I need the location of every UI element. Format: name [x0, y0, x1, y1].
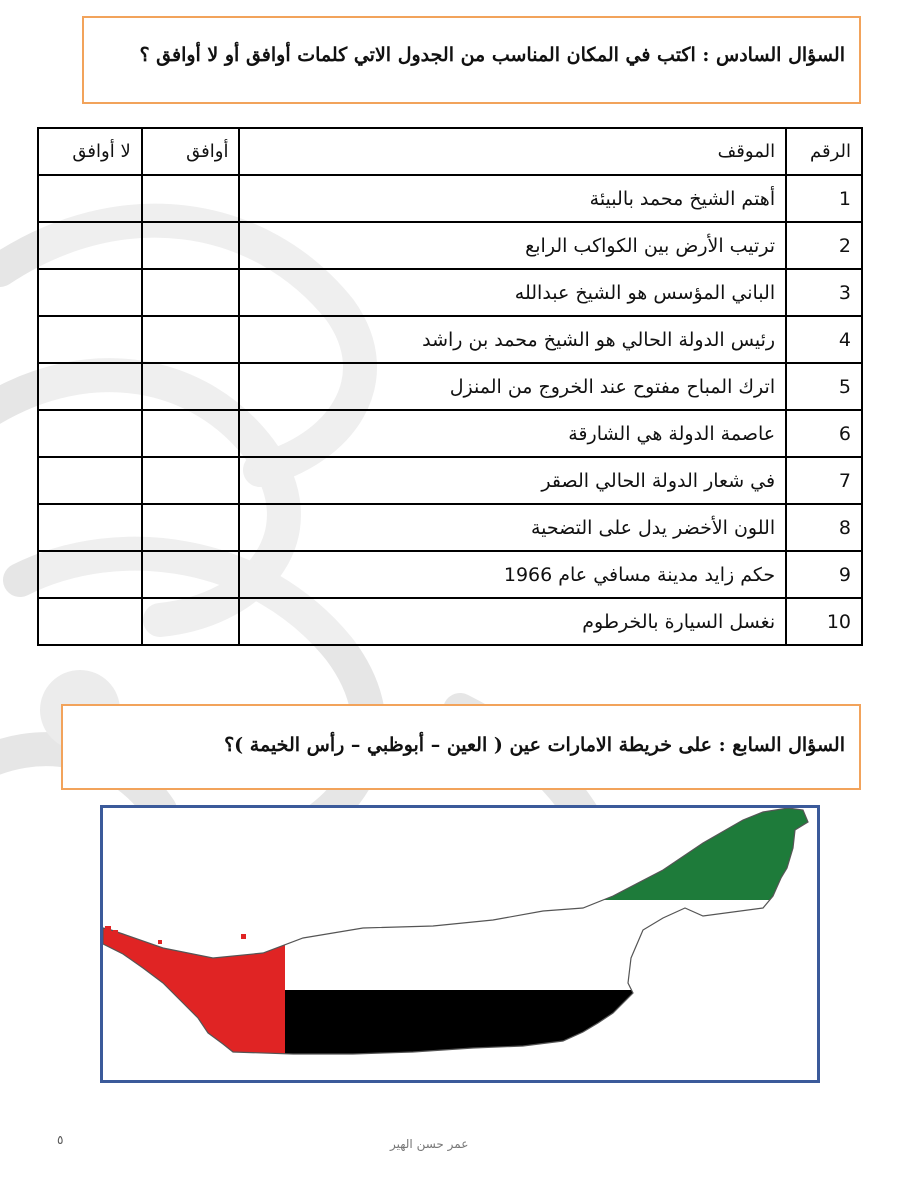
row-statement: أهتم الشيخ محمد بالبيئة: [239, 175, 786, 222]
disagree-cell[interactable]: [38, 363, 142, 410]
table-row: [38, 410, 862, 457]
disagree-cell[interactable]: [38, 457, 142, 504]
question-7-box: [61, 704, 861, 790]
uae-map-frame: [100, 805, 820, 1083]
map-black-band: [283, 990, 817, 1080]
row-number: 5: [786, 363, 862, 410]
disagree-cell[interactable]: [38, 410, 142, 457]
agree-cell[interactable]: [142, 363, 240, 410]
question-6-box: [82, 16, 861, 104]
map-green-band: [283, 808, 817, 900]
agree-cell[interactable]: [142, 175, 240, 222]
row-statement: حكم زايد مدينة مسافي عام 1966: [239, 551, 786, 598]
header-number: الرقم: [786, 128, 862, 175]
header-disagree: لا أوافق: [38, 128, 142, 175]
row-statement: اللون الأخضر يدل على التضحية: [239, 504, 786, 551]
row-number: 6: [786, 410, 862, 457]
table-row: [38, 363, 862, 410]
map-red-band: [103, 808, 285, 1080]
agree-cell[interactable]: [142, 504, 240, 551]
row-statement: عاصمة الدولة هي الشارقة: [239, 410, 786, 457]
table-row: [38, 175, 862, 222]
table-header-row: [38, 128, 862, 175]
row-statement: ترتيب الأرض بين الكواكب الرابع: [239, 222, 786, 269]
header-agree: أوافق: [142, 128, 240, 175]
table-row: [38, 269, 862, 316]
row-number: 9: [786, 551, 862, 598]
table-row: [38, 551, 862, 598]
disagree-cell[interactable]: [38, 598, 142, 645]
row-statement: نغسل السيارة بالخرطوم: [239, 598, 786, 645]
row-number: 2: [786, 222, 862, 269]
page-number: ٥: [57, 1133, 64, 1147]
disagree-cell[interactable]: [38, 551, 142, 598]
agree-cell[interactable]: [142, 410, 240, 457]
disagree-cell[interactable]: [38, 175, 142, 222]
agree-cell[interactable]: [142, 598, 240, 645]
agree-cell[interactable]: [142, 316, 240, 363]
footer-author: عمر حسن الهير: [390, 1137, 469, 1151]
agree-cell[interactable]: [142, 222, 240, 269]
disagree-cell[interactable]: [38, 316, 142, 363]
row-number: 10: [786, 598, 862, 645]
agree-disagree-table: [37, 127, 863, 646]
row-statement: في شعار الدولة الحالي الصقر: [239, 457, 786, 504]
agree-cell[interactable]: [142, 551, 240, 598]
agree-cell[interactable]: [142, 457, 240, 504]
disagree-cell[interactable]: [38, 269, 142, 316]
table-row: [38, 598, 862, 645]
row-number: 7: [786, 457, 862, 504]
question-6-text: السؤال السادس : اكتب في المكان المناسب من الجدول الاتي كلمات أوافق أو لا أوافق ؟: [139, 44, 845, 66]
row-statement: الباني المؤسس هو الشيخ عبدالله: [239, 269, 786, 316]
table-row: [38, 222, 862, 269]
header-statement: الموقف: [239, 128, 786, 175]
row-number: 4: [786, 316, 862, 363]
row-number: 3: [786, 269, 862, 316]
agree-cell[interactable]: [142, 269, 240, 316]
row-number: 8: [786, 504, 862, 551]
question-7-text: السؤال السابع : على خريطة الامارات عين ( العين – أبوظبي – رأس الخيمة )؟: [224, 734, 845, 756]
uae-flag-map[interactable]: [103, 808, 817, 1080]
row-statement: اترك المباح مفتوح عند الخروج من المنزل: [239, 363, 786, 410]
disagree-cell[interactable]: [38, 504, 142, 551]
row-number: 1: [786, 175, 862, 222]
disagree-cell[interactable]: [38, 222, 142, 269]
table-row: [38, 316, 862, 363]
map-white-band: [283, 900, 817, 990]
table-row: [38, 504, 862, 551]
row-statement: رئيس الدولة الحالي هو الشيخ محمد بن راشد: [239, 316, 786, 363]
table-row: [38, 457, 862, 504]
